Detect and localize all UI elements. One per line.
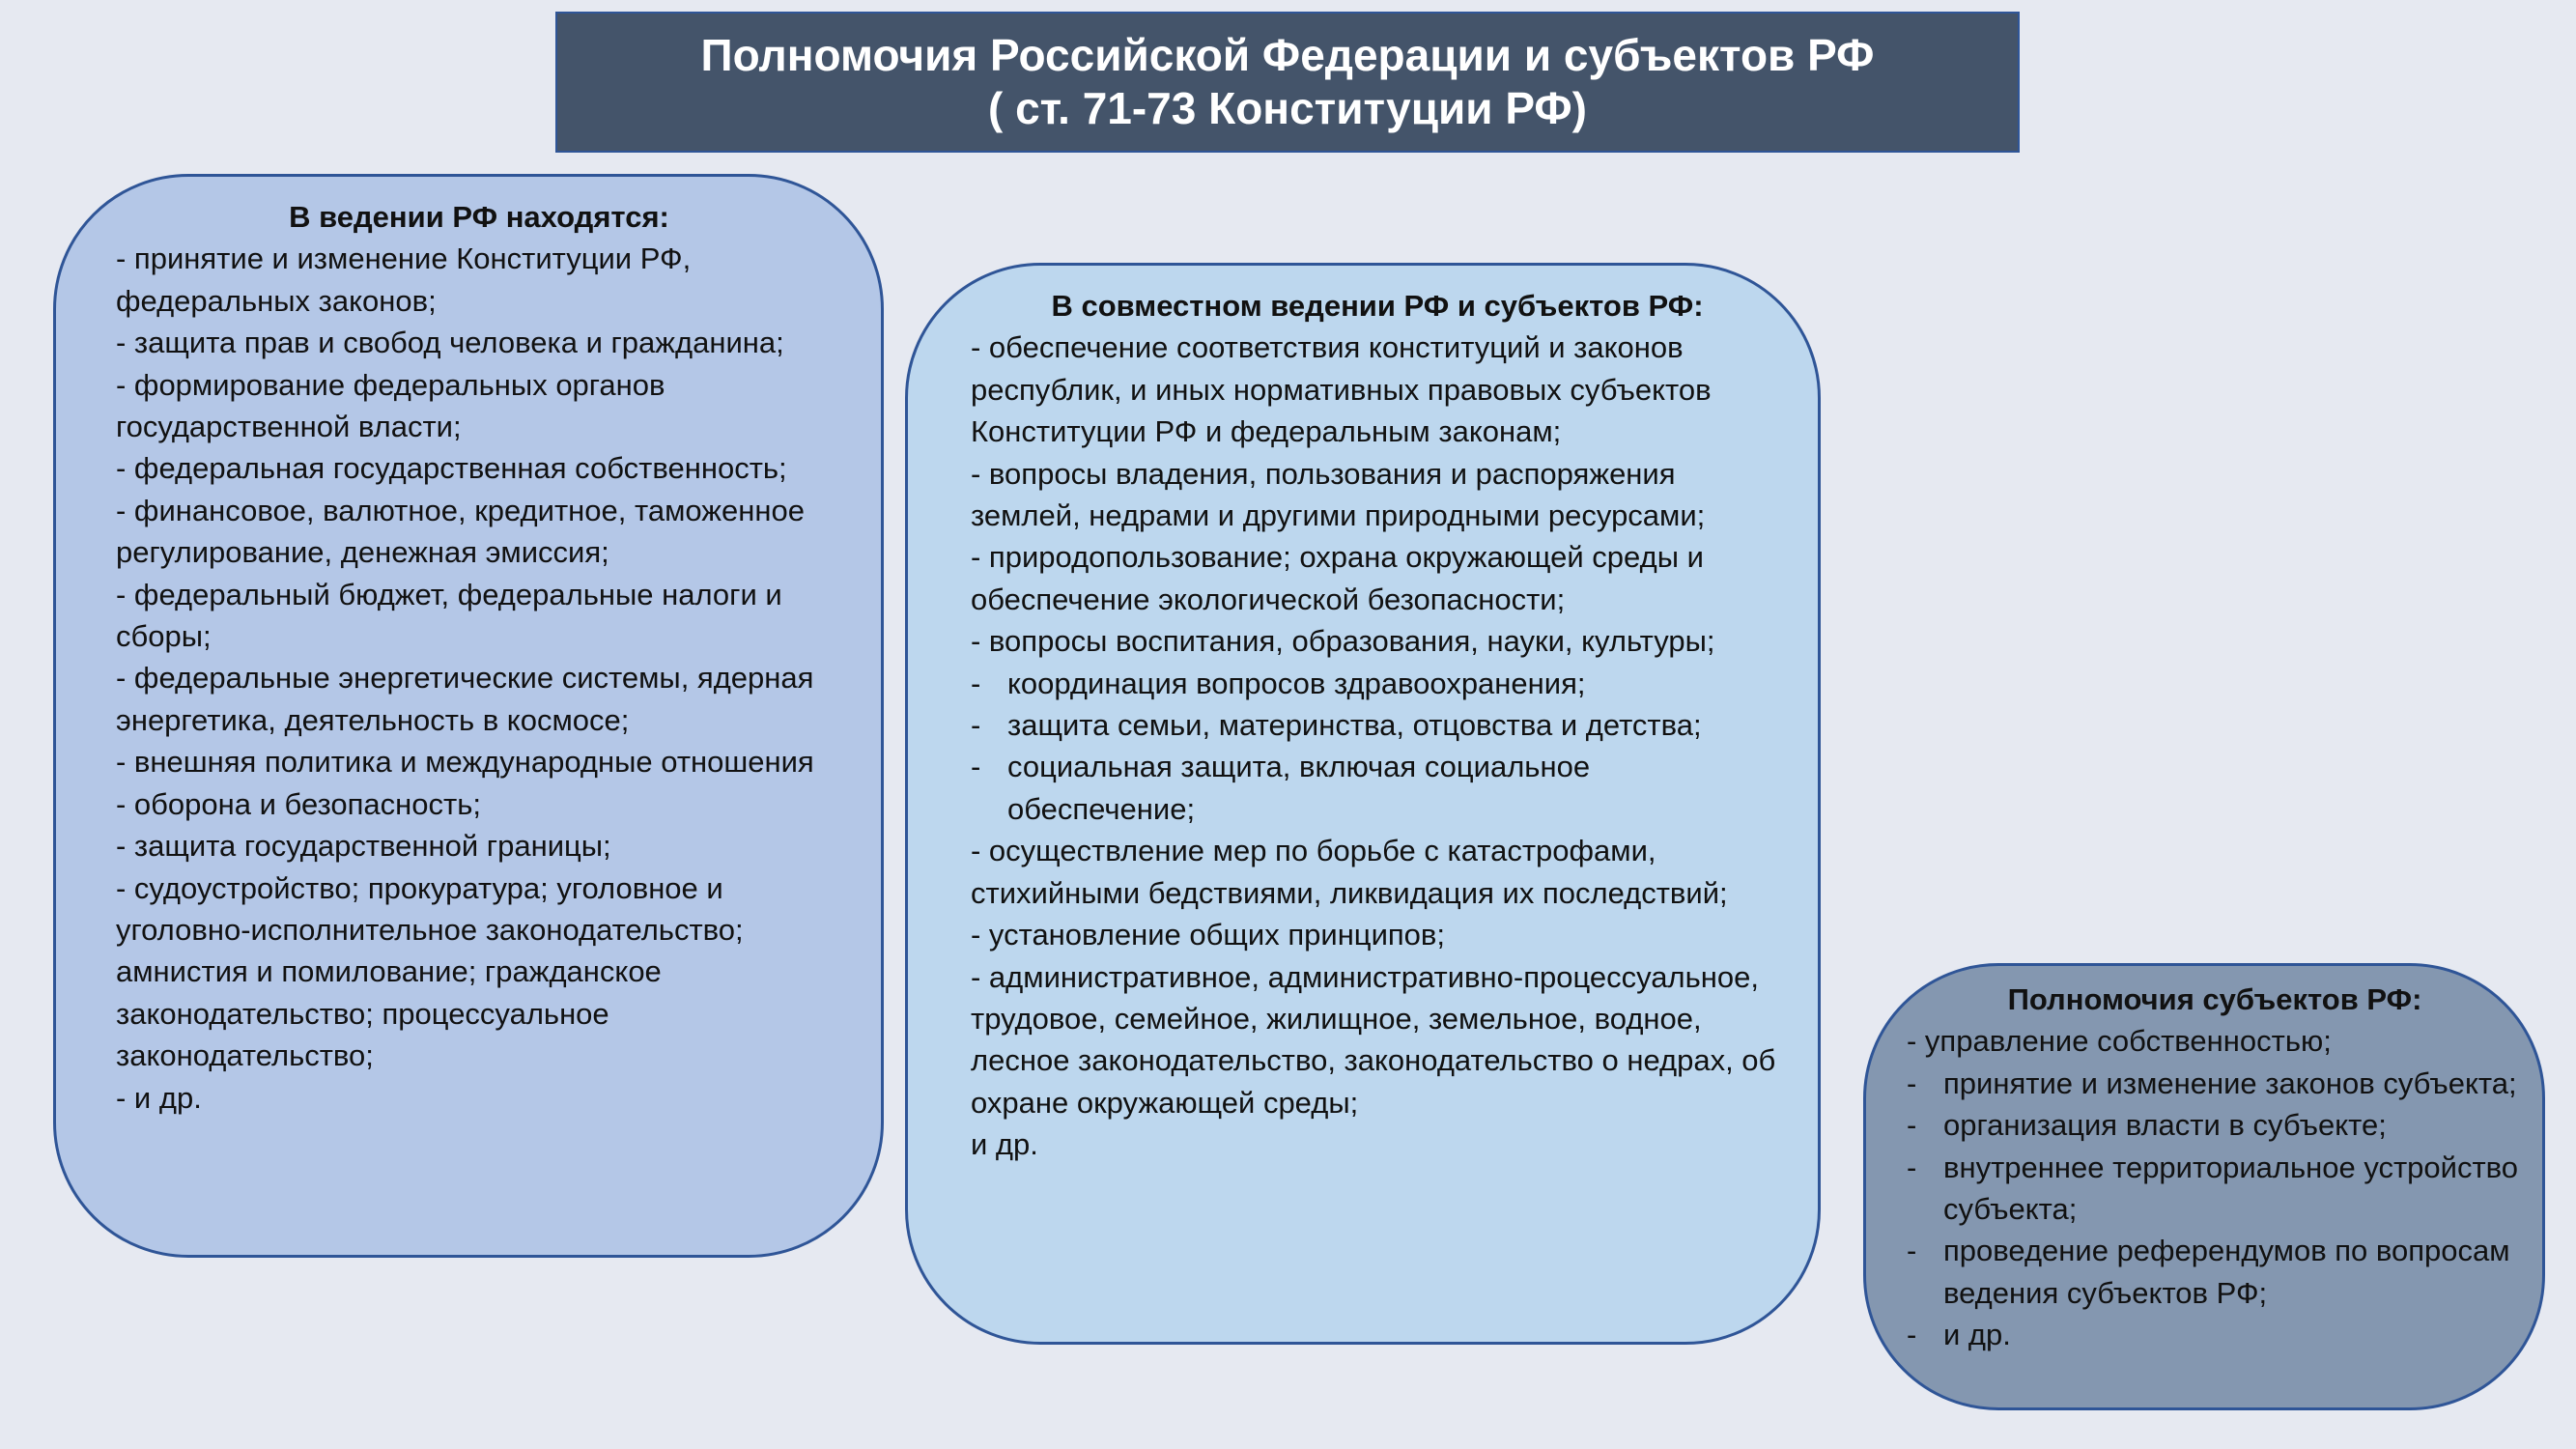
- subjects-item: - внутреннее территориальное устройство субъекта;: [1907, 1147, 2523, 1231]
- subjects-item: - организация власти в субъекте;: [1907, 1104, 2523, 1146]
- subjects-item: - принятие и изменение законов субъекта;: [1907, 1063, 2523, 1104]
- joint-item: - осуществление мер по борьбе с катастрофами, стихийными бедствиями, ликвидация их последствий;: [971, 834, 1728, 910]
- federal-item: - федеральная государственная собственность;: [116, 451, 787, 486]
- subjects-item: - управление собственностью;: [1907, 1024, 2332, 1059]
- joint-item: - природопользование; охрана окружающей среды и обеспечение экологической безопасности;: [971, 540, 1704, 616]
- subjects-powers-title: Полномочия субъектов РФ:: [2007, 982, 2422, 1016]
- subjects-item: - и др.: [1907, 1314, 2523, 1355]
- federal-item: - федеральный бюджет, федеральные налоги и сборы;: [116, 577, 782, 654]
- federal-item: - судоустройство; прокуратура; уголовное и уголовно-исполнительное законодательство; амнистия и помилование; гражданское законодательство; процессуальное законодательство;: [116, 870, 744, 1073]
- federal-item: - защита государственной границы;: [116, 829, 611, 864]
- federal-item: - и др.: [116, 1080, 202, 1115]
- joint-item: - вопросы воспитания, образования, науки, культуры;: [971, 624, 1715, 659]
- joint-item: - административное, административно-процессуальное, трудовое, семейное, жилищное, земельное, водное, лесное законодательство, законодательство о недрах, об охране окружающей среды;: [971, 959, 1776, 1120]
- federal-item: - защита прав и свобод человека и гражданина;: [116, 326, 784, 360]
- federal-powers-title: В ведении РФ находятся:: [289, 200, 669, 234]
- federal-item: - федеральные энергетические системы, ядерная энергетика, деятельность в космосе;: [116, 661, 814, 737]
- federal-item: - принятие и изменение Конституции РФ, федеральных законов;: [116, 242, 692, 318]
- title-banner: [555, 12, 2020, 153]
- joint-powers-title: В совместном ведении РФ и субъектов РФ:: [1051, 289, 1704, 323]
- federal-powers-panel: [53, 174, 884, 1258]
- subjects-powers-panel: [1863, 963, 2545, 1410]
- federal-item: - оборона и безопасность;: [116, 786, 481, 821]
- federal-item: - внешняя политика и международные отношения: [116, 745, 814, 780]
- joint-item: - координация вопросов здравоохранения;: [971, 663, 1784, 704]
- federal-item: - формирование федеральных органов государственной власти;: [116, 367, 665, 444]
- joint-powers-panel: [905, 263, 1821, 1345]
- joint-item: - установление общих принципов;: [971, 918, 1445, 952]
- joint-item: - вопросы владения, пользования и распоряжения землей, недрами и другими природными ресурсами;: [971, 456, 1706, 533]
- joint-item: - обеспечение соответствия конституций и законов республик, и иных нормативных правовых субъектов Конституции РФ и федеральным законам;: [971, 330, 1712, 449]
- joint-item: - защита семьи, материнства, отцовства и детства;: [971, 704, 1784, 746]
- joint-item: и др.: [971, 1127, 1038, 1162]
- joint-item: - социальная защита, включая социальное обеспечение;: [971, 746, 1784, 830]
- federal-item: - финансовое, валютное, кредитное, таможенное регулирование, денежная эмиссия;: [116, 493, 805, 570]
- page-subtitle: ( ст. 71-73 Конституции РФ): [987, 83, 1588, 133]
- page-title: Полномочия Российской Федерации и субъектов РФ: [700, 30, 1875, 80]
- subjects-item: - проведение референдумов по вопросам ведения субъектов РФ;: [1907, 1230, 2523, 1314]
